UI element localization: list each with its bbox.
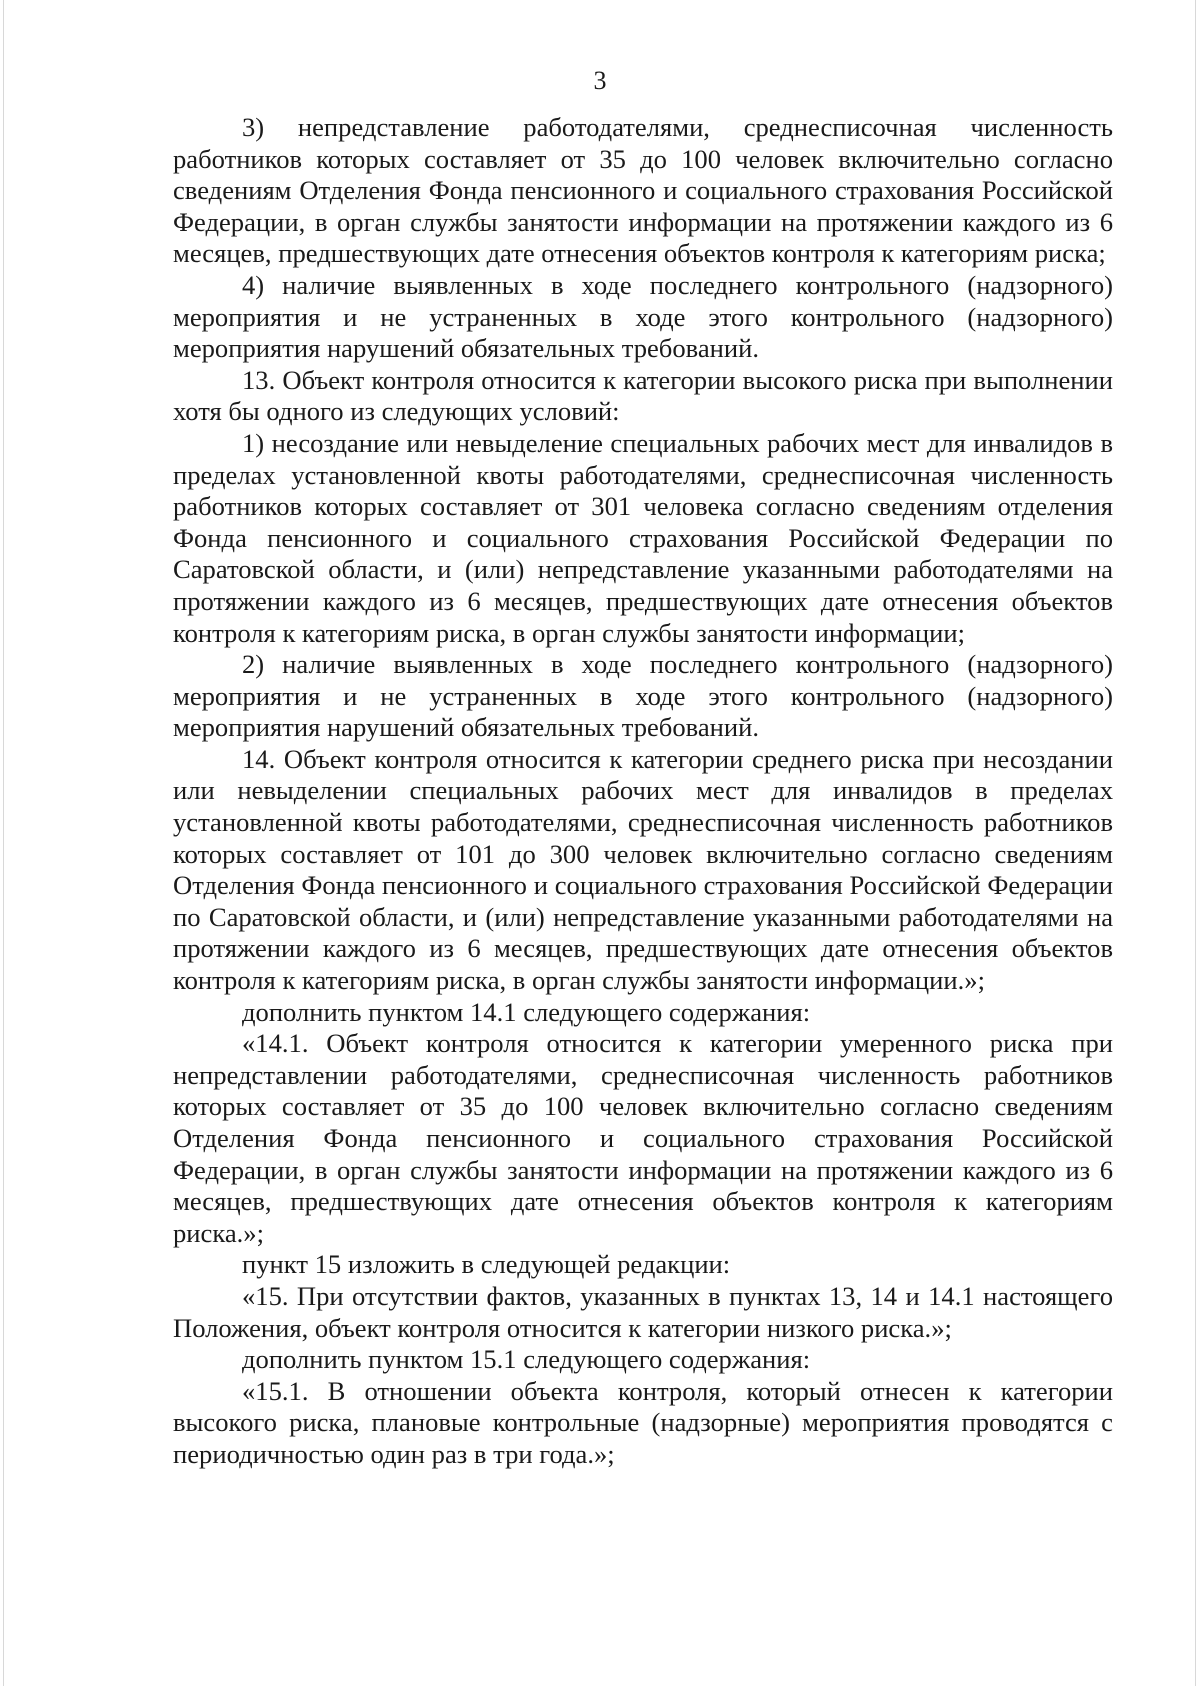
paragraph-clause-15-1: «15.1. В отношении объекта контроля, который отнесен к категории высокого риска, плановые контрольные (надзорные) мероприятия проводятся с периодичностью один раз в три года.»; bbox=[173, 1375, 1113, 1469]
page-number: 3 bbox=[593, 66, 607, 95]
paragraph-amend-15-intro: пункт 15 изложить в следующей редакции: bbox=[242, 1249, 731, 1280]
paragraph-clause-15: «15. При отсутствии фактов, указанных в пунктах 13, 14 и 14.1 настоящего Положения, объект контроля относится к категории низкого риска.»; bbox=[173, 1280, 1113, 1343]
paragraph-amend-15-1-intro: дополнить пунктом 15.1 следующего содержания: bbox=[242, 1344, 811, 1375]
paragraph-item-4: 4) наличие выявленных в ходе последнего контрольного (надзорного) мероприятия и не устраненных в ходе этого контрольного (надзорного) мероприятия нарушений обязательных требований. bbox=[173, 269, 1113, 364]
scan-edge-left bbox=[3, 0, 4, 1686]
paragraph-clause-13-item-1: 1) несоздание или невыделение специальных рабочих мест для инвалидов в пределах установленной квоты работодателями, среднесписочная численность работников которых составляет от 301 человека согласно сведениям отделения Фонда пенсионного и социального страхования Российской Федерации по Саратовской области, и (или) непредставление указанными работодателями на протяжении каждого из 6 месяцев, предшествующих дате отнесения объектов контроля к категориям риска, в орган службы занятости информации; bbox=[173, 427, 1113, 648]
document-body bbox=[173, 112, 1113, 1471]
paragraph-clause-13-item-2: 2) наличие выявленных в ходе последнего контрольного (надзорного) мероприятия и не устраненных в ходе этого контрольного (надзорного) мероприятия нарушений обязательных требований. bbox=[173, 649, 1113, 743]
paragraph-clause-14-1: «14.1. Объект контроля относится к категории умеренного риска при непредставлении работодателями, среднесписочная численность работников которых составляет от 35 до 100 человек включительно согласно сведениям Отделения Фонда пенсионного и социального страхования Российской Федерации, в орган службы занятости информации на протяжении каждого из 6 месяцев, предшествующих дате отнесения объектов контроля к категориям риска.»; bbox=[173, 1028, 1113, 1248]
paragraph-amend-14-1-intro: дополнить пунктом 14.1 следующего содержания: bbox=[242, 996, 811, 1027]
paragraph-item-3: 3) непредставление работодателями, среднесписочная численность работников которых составляет от 35 до 100 человек включительно согласно сведениям Отделения Фонда пенсионного и социального страхования Российской Федерации, в орган службы занятости информации на протяжении каждого из 6 месяцев, предшествующих дате отнесения объектов контроля к категориям риска; bbox=[173, 112, 1113, 269]
scan-edge-right bbox=[1195, 0, 1196, 1686]
paragraph-clause-13: 13. Объект контроля относится к категории высокого риска при выполнении хотя бы одного из следующих условий: bbox=[173, 364, 1113, 427]
paragraph-clause-14: 14. Объект контроля относится к категории среднего риска при несоздании или невыделении специальных рабочих мест для инвалидов в пределах установленной квоты работодателями, среднесписочная численность работников которых составляет от 101 до 300 человек включительно согласно сведениям Отделения Фонда пенсионного и социального страхования Российской Федерации по Саратовской области, и (или) непредставление указанными работодателями на протяжении каждого из 6 месяцев, предшествующих дате отнесения объектов контроля к категориям риска, в орган службы занятости информации.»; bbox=[173, 743, 1113, 996]
